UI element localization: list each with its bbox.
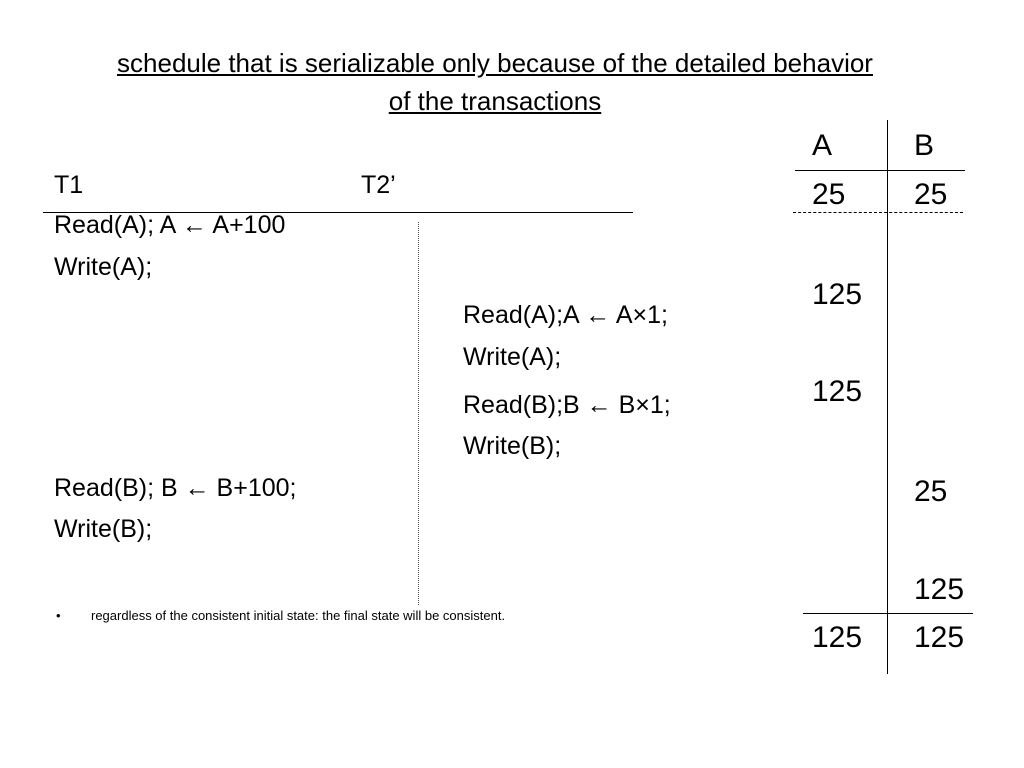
column-header-a: A [812,129,833,162]
value-a-after-t1-write: 125 [812,278,863,311]
t1-step-write-a: Write(A); [54,253,153,281]
t2-step-write-b: Write(B); [463,432,562,460]
value-final-b: 125 [914,621,965,654]
t1-step-read-a: Read(A); A ← A+100 [54,211,286,239]
value-b-after-t1-write: 125 [914,573,965,606]
value-a-after-t2-write: 125 [812,375,863,408]
value-initial-b: 25 [914,178,948,211]
slide-title [60,44,930,120]
value-b-after-t2-write: 25 [914,475,948,508]
schedule-column-divider [418,222,419,605]
column-header-b: B [914,129,935,162]
t1-step-read-b: Read(B); B ← B+100; [54,474,297,502]
table-column-divider [887,120,888,674]
t2-header: T2’ [361,171,396,199]
t2-step-write-a: Write(A); [463,343,562,371]
title-line-1: schedule that is serializable only because of the detailed behavior [117,48,873,78]
t2-step-read-a: Read(A);A ← A×1; [463,301,668,329]
value-final-a: 125 [812,621,863,654]
bullet-marker: • [56,608,61,623]
title-line-2: of the transactions [388,86,602,116]
table-header-divider [795,170,965,171]
t1-header: T1 [54,171,84,199]
value-initial-a: 25 [812,178,846,211]
t2-step-read-b: Read(B);B ← B×1; [463,391,671,419]
table-final-divider [803,613,973,614]
t1-step-write-b: Write(B); [54,515,153,543]
note-text: regardless of the consistent initial state: the final state will be consistent. [91,608,506,623]
